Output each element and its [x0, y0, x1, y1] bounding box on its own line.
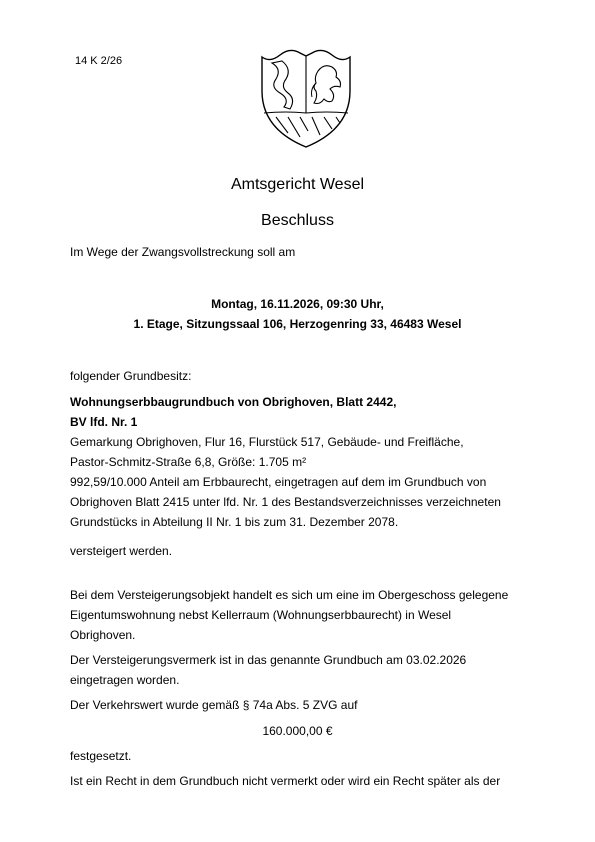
- market-value-intro: Der Verkehrswert wurde gemäß § 74a Abs. 5 ZVG auf: [70, 698, 358, 712]
- auction-date-block: [0, 294, 595, 334]
- object-description-line: Bei dem Versteigerungsobjekt handelt es sich um eine im Obergeschoss gelegene: [70, 588, 509, 602]
- auctioned-text: versteigert werden.: [70, 544, 173, 558]
- auction-note-line: Der Versteigerungsvermerk ist in das genannte Grundbuch am 03.02.2026: [70, 653, 467, 667]
- lot-line: Gemarkung Obrighoven, Flur 16, Flurstück 517, Gebäude- und Freifläche,: [70, 435, 464, 449]
- auction-date-time: Montag, 16.11.2026, 09:30 Uhr,: [211, 297, 384, 311]
- continuation-text: Ist ein Recht in dem Grundbuch nicht vermerkt oder wird ein Recht später als der: [70, 774, 501, 788]
- auction-location: 1. Etage, Sitzungssaal 106, Herzogenring 33, 46483 Wesel: [133, 317, 462, 331]
- fixed-text: festgesetzt.: [70, 749, 132, 763]
- court-name: Amtsgericht Wesel: [230, 176, 365, 193]
- auction-note: [70, 650, 530, 690]
- property-label: folgender Grundbesitz:: [70, 369, 192, 383]
- object-description-line: Obrighoven.: [70, 628, 136, 642]
- intro-text: Im Wege der Zwangsvollstreckung soll am: [70, 245, 296, 259]
- case-number: 14 K 2/26: [75, 55, 123, 67]
- market-value-amount: 160.000,00 €: [262, 724, 333, 738]
- lot-register: Wohnungserbbaugrundbuch von Obrighoven, Blatt 2442,: [70, 395, 397, 409]
- property-lot: [70, 392, 525, 532]
- lot-line: Pastor-Schmitz-Straße 6,8, Größe: 1.705 m²: [70, 455, 307, 469]
- lot-line: 992,59/10.000 Anteil am Erbbaurecht, eingetragen auf dem im Grundbuch von: [70, 475, 487, 489]
- document-title: Beschluss: [261, 212, 334, 229]
- auction-note-line: eingetragen worden.: [70, 673, 180, 687]
- nrw-coat-of-arms-seal: [258, 41, 354, 151]
- lot-bv-number: BV lfd. Nr. 1: [70, 415, 138, 429]
- lot-line: Grundstücks in Abteilung II Nr. 1 bis zum 31. Dezember 2078.: [70, 515, 399, 529]
- object-description: [70, 585, 530, 645]
- object-description-line: Eigentumswohnung nebst Kellerraum (Wohnungserbbaurecht) in Wesel: [70, 608, 452, 622]
- lot-line: Obrighoven Blatt 2415 unter lfd. Nr. 1 des Bestandsverzeichnisses verzeichneten: [70, 495, 501, 509]
